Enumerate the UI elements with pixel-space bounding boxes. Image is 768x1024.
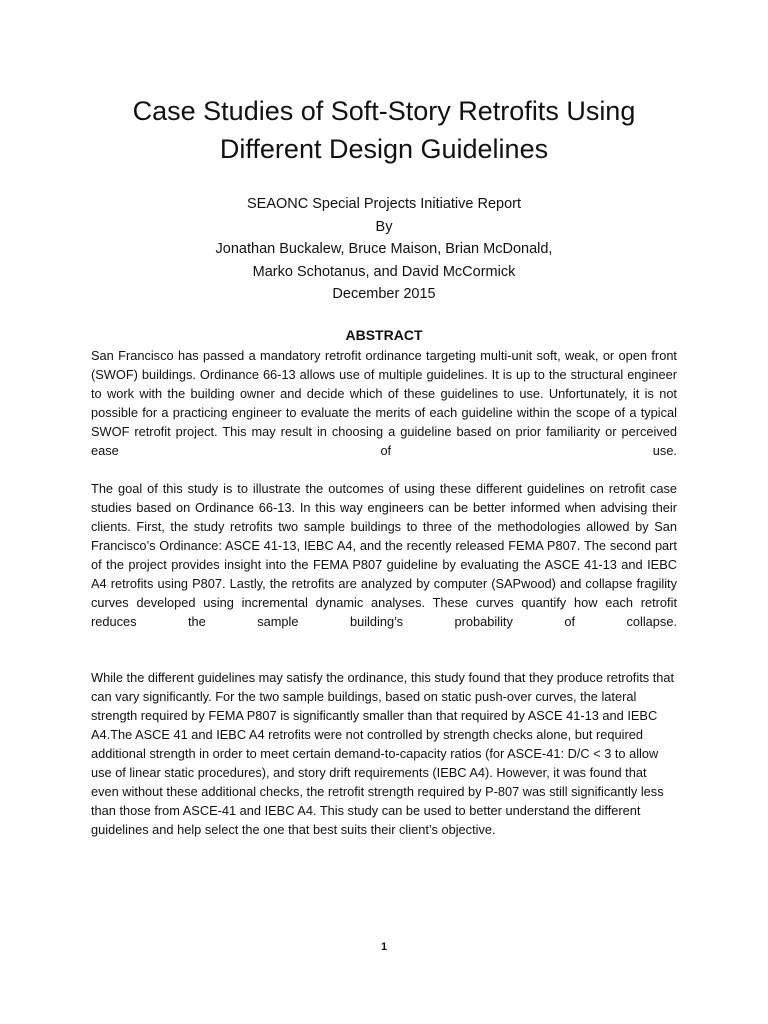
abstract-paragraph-1: San Francisco has passed a mandatory retrofit ordinance targeting multi-unit soft, weak, or open front (SWOF) buildings. Ordinance 66-13 allows use of multiple guidelines. It is up to the structural engineer to work with the building owner and decide which of these guidelines to use. Unfortunately, it is not possible for a practicing engineer to evaluate the merits of each guideline within the scope of a typical SWOF retrofit project. This may result in choosing a guideline based on prior familiarity or perceived ease of use. [91,348,677,458]
report-line: SEAONC Special Projects Initiative Report [247,196,521,212]
authors-line-2: Marko Schotanus, and David McCormick [252,263,516,280]
title-line-2: Different Design Guidelines [219,134,549,164]
page-number: 1 [380,941,388,953]
abstract-heading: ABSTRACT [345,327,423,343]
authors-line-1: Jonathan Buckalew, Bruce Maison, Brian McDonald, [215,241,553,257]
abstract-paragraph-3: While the different guidelines may satisfy the ordinance, this study found that they produce retrofits that can vary significantly. For the two sample buildings, based on static push-over curves, the lateral strength required by FEMA P807 is significantly smaller than that required by ASCE 41-13 and IEBC A4.The ASCE 41 and IEBC A4 retrofits were not controlled by strength checks alone, but required additional strength in order to meet certain demand-to-capacity ratios (for ASCE-41: D/C < 3 to allow use of linear static procedures), and story drift requirements (IEBC A4). However, it was found that even without these additional checks, the retrofit strength required by P-807 was still significantly less than those from ASCE-41 and IEBC A4. This study can be used to better understand the different guidelines and help select the one that best suits their client’s objective. [91,670,675,837]
date-line: December 2015 [332,286,436,302]
document-title [60,92,708,168]
by-line: By [375,218,393,235]
abstract-paragraph-2: The goal of this study is to illustrate the outcomes of using these different guidelines on retrofit case studies based on Ordinance 66-13. In this way engineers can be better informed when advising their clients. First, the study retrofits two sample buildings to three of the methodologies allowed by San Francisco’s Ordinance: ASCE 41-13, IEBC A4, and the recently released FEMA P807. The second part of the project provides insight into the FEMA P807 guideline by evaluating the ASCE 41-13 and IEBC A4 retrofits using P807. Lastly, the retrofits are analyzed by computer (SAPwood) and collapse fragility curves developed using incremental dynamic analyses. These curves quantify how each retrofit reduces the sample building’s probability of collapse. [91,481,677,629]
title-line-1: Case Studies of Soft-Story Retrofits Using [132,96,636,126]
report-info [60,193,708,306]
